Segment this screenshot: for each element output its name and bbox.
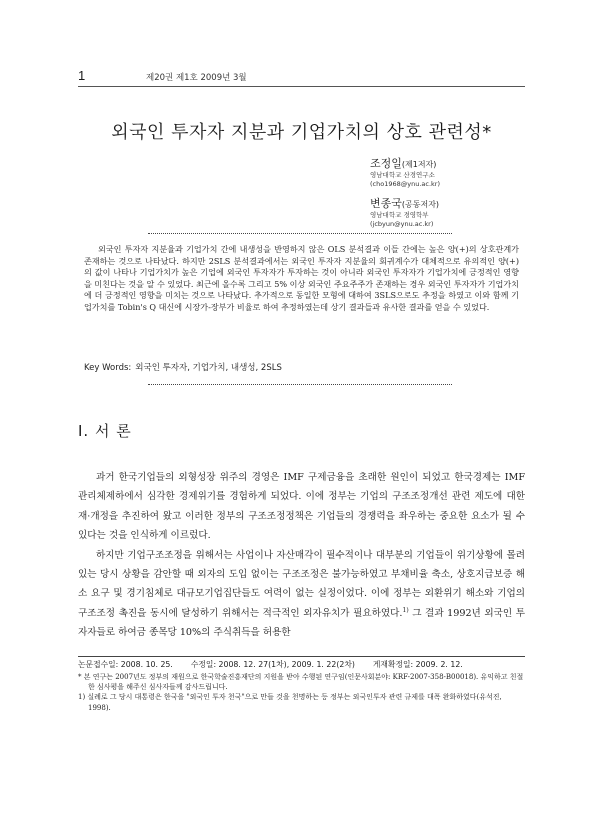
accepted-date: 게재확정일: 2009. 2. 12. (372, 660, 463, 669)
author-2 (370, 192, 520, 229)
author-1-affiliation: 영남대학교 산경연구소 (370, 171, 435, 179)
page-number: 1 (78, 68, 86, 83)
section-title: Ⅰ. 서 론 (78, 422, 132, 440)
footnote-1: 1) 실례로 그 당시 대통령은 한국을 "외국인 투자 천국"으로 만들 것을 천명하는 등 정부는 외국인투자 관련 규제를 대폭 완화하였다(유석진, 1998). (78, 693, 502, 712)
keywords (84, 361, 282, 373)
abstract-bottom-divider (148, 384, 452, 385)
author-2-role: (공동저자) (401, 200, 440, 209)
revised-date: 수정일: 2008. 12. 27(1차), 2009. 1. 22(2차) (190, 660, 355, 669)
footnotes (78, 672, 525, 713)
header-rule (78, 86, 525, 87)
keywords-label: Key Words: (84, 363, 132, 373)
abstract: 외국인 투자자 지분율과 기업가치 간에 내생성을 반영하지 않은 OLS 분석결과 이들 간에는 높은 양(+)의 상호관계가 존재하는 것으로 나타났다. 하지만 2SLS 분석결과에서는 외국인 투자자 지분율의 회귀계수가 대체적으로 유의적인 양(+)의 값이 나타나 기업가치가 높은 기업에 외국인 투자자가 투자하는 것이 아니라 외국인 투자자가 기업가치에 긍정적인 영향을 미친다는 것을 알 수 있었다. 최근에 올수록 그리고 5% 이상 외국인 주요주주가 존재하는 경우 외국인 투자자가 기업가치에 더 긍정적인 영향을 미치는 것으로 나타났다. 추가적으로 동일한 모형에 대하여 3SLS으로도 추정을 하였고 이와 함께 기업가치를 Tobin's Q 대신에 시장가-장부가 비율로 하여 추정하였는데 상기 결과들과 유사한 결과를 얻을 수 있었다. (84, 244, 519, 312)
author-2-affiliation: 영남대학교 경영학부 (370, 211, 429, 219)
abstract-top-divider (148, 233, 452, 234)
keywords-value: 외국인 투자자, 기업가치, 내생성, 2SLS (135, 363, 282, 373)
body-text (78, 468, 525, 643)
paper-title: 외국인 투자자 지분과 기업가치의 상호 관련성* (111, 122, 492, 143)
author-1-role: (제1저자) (401, 160, 437, 169)
body-paragraph-2-tail: 그 결과 1992년 외국인 투자자들로 하여금 종목당 10%의 주식취득을 허용한 (78, 607, 525, 639)
author-1-name: 조정일 (370, 157, 402, 170)
received-date: 논문접수일: 2008. 10. 25. (78, 660, 173, 669)
body-paragraph-2-text: 하지만 기업구조조정을 위해서는 사업이나 자산매각이 필수적이나 대부분의 기업들이 위기상황에 몰려있는 당시 상황을 감안할 때 외자의 도입 없이는 구조조정은 불가능하였고 부채비율 축소, 상호지급보증 해소 요구 및 경기침체로 대규모기업집단들도 여력이 없는 실정이었다. 이에 정부는 외환위기 해소와 기업의 구조조정 촉진을 동시에 달성하기 위해서는 적극적인 외자유치가 필요하였다. (78, 549, 525, 619)
paper-dates (78, 659, 525, 670)
author-1 (370, 152, 520, 189)
footnote-rule (78, 656, 525, 657)
footnote-ref-1[interactable]: 1) (402, 606, 409, 614)
author-1-email: (cho1968@ynu.ac.kr) (370, 180, 440, 188)
author-2-name: 변종국 (370, 197, 402, 210)
journal-info: 제20권 제1호 2009년 3월 (146, 73, 247, 83)
body-paragraph-2 (78, 546, 525, 643)
footnote-funding: * 본 연구는 2007년도 정부의 재원으로 한국학술진흥재단의 지원을 받아 수행된 연구임(인문사회분야: KRF-2007-358-B00018). 유익하고 친절한 심사평을 해주신 심사자들께 감사드립니다. (78, 673, 524, 692)
author-2-email: (jcbyun@ynu.ac.kr) (370, 220, 434, 228)
body-paragraph-1: 과거 한국기업들의 외형성장 위주의 경영은 IMF 구제금융을 초래한 원인이 되었고 한국경제는 IMF 관리체제하에서 심각한 경제위기를 경험하게 되었다. 이에 정부는 기업의 구조조정개선 관련 제도에 대한 재·개정을 추진하여 왔고 이러한 정부의 구조조정정책은 기업들의 경쟁력을 좌우하는 중요한 요소가 될 수 있다는 것을 인식하게 이르렀다. (78, 472, 525, 542)
